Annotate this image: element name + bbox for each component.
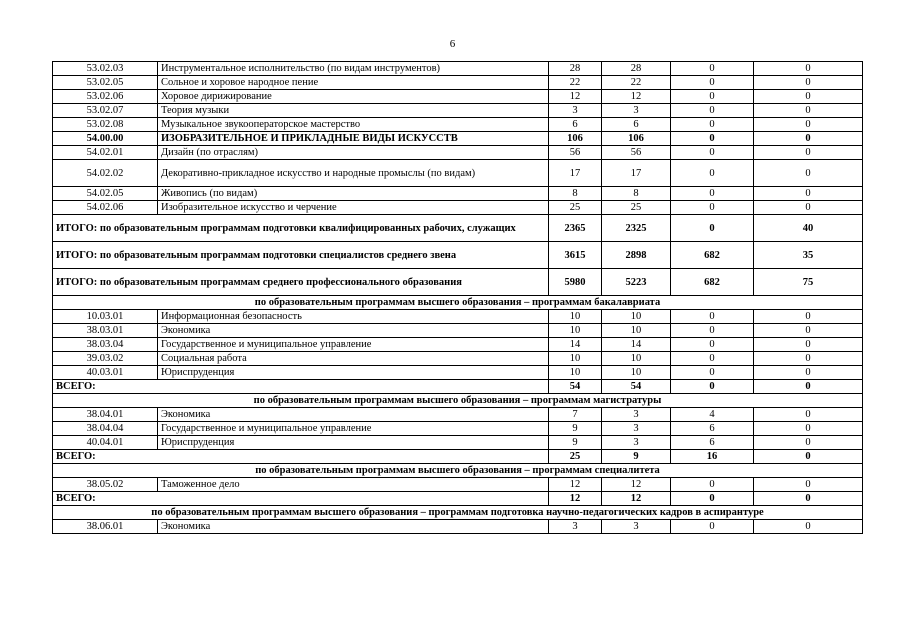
table-row — [53, 146, 863, 160]
program-code: 38.06.01 — [53, 520, 158, 534]
subtotal-row — [53, 492, 863, 506]
program-code: 53.02.06 — [53, 90, 158, 104]
cell-value: 12 — [549, 478, 602, 492]
cell-value: 0 — [671, 62, 754, 76]
table-row — [53, 520, 863, 534]
table-row — [53, 104, 863, 118]
table-row — [53, 422, 863, 436]
cell-value: 0 — [754, 62, 863, 76]
cell-value: 22 — [549, 76, 602, 90]
section-header: по образовательным программам высшего образования – программам подготовка научно-педагогических кадров в аспирантуре — [53, 506, 863, 520]
total-label: ИТОГО: по образовательным программам подготовки специалистов среднего звена — [53, 242, 549, 269]
program-code: 38.04.01 — [53, 408, 158, 422]
cell-value: 0 — [671, 478, 754, 492]
program-code: 39.03.02 — [53, 352, 158, 366]
cell-value: 28 — [602, 62, 671, 76]
cell-value: 6 — [671, 436, 754, 450]
cell-value: 0 — [754, 160, 863, 187]
cell-value: 0 — [671, 310, 754, 324]
cell-value: 0 — [754, 310, 863, 324]
program-code: 10.03.01 — [53, 310, 158, 324]
cell-value: 0 — [754, 324, 863, 338]
program-code: 54.02.05 — [53, 187, 158, 201]
program-code: 38.03.04 — [53, 338, 158, 352]
table-row — [53, 366, 863, 380]
program-name: Теория музыки — [158, 104, 549, 118]
cell-value: 0 — [754, 450, 863, 464]
cell-value: 3 — [602, 436, 671, 450]
table-row — [53, 118, 863, 132]
cell-value: 0 — [671, 338, 754, 352]
cell-value: 25 — [549, 201, 602, 215]
cell-value: 6 — [549, 118, 602, 132]
cell-value: 0 — [671, 380, 754, 394]
cell-value: 0 — [671, 352, 754, 366]
program-name: Таможенное дело — [158, 478, 549, 492]
page-number: 6 — [449, 38, 456, 50]
program-name: Информационная безопасность — [158, 310, 549, 324]
program-name: Хоровое дирижирование — [158, 90, 549, 104]
cell-value: 14 — [549, 338, 602, 352]
cell-value: 0 — [671, 76, 754, 90]
total-label: ИТОГО: по образовательным программам среднего профессионального образования — [53, 269, 549, 296]
table-row — [53, 352, 863, 366]
table-row — [53, 436, 863, 450]
cell-value: 2325 — [602, 215, 671, 242]
cell-value: 0 — [671, 132, 754, 146]
total-row — [53, 215, 863, 242]
cell-value: 0 — [671, 215, 754, 242]
cell-value: 0 — [671, 187, 754, 201]
program-name: Экономика — [158, 324, 549, 338]
cell-value: 5223 — [602, 269, 671, 296]
program-code: 54.02.06 — [53, 201, 158, 215]
cell-value: 0 — [754, 408, 863, 422]
cell-value: 0 — [671, 520, 754, 534]
cell-value: 22 — [602, 76, 671, 90]
table-row — [53, 62, 863, 76]
cell-value: 56 — [549, 146, 602, 160]
program-code: 53.02.08 — [53, 118, 158, 132]
cell-value: 54 — [602, 380, 671, 394]
section-header-row — [53, 394, 863, 408]
cell-value: 10 — [602, 310, 671, 324]
table-row — [53, 201, 863, 215]
cell-value: 10 — [602, 324, 671, 338]
cell-value: 54 — [549, 380, 602, 394]
cell-value: 14 — [602, 338, 671, 352]
cell-value: 3615 — [549, 242, 602, 269]
program-code: 40.03.01 — [53, 366, 158, 380]
cell-value: 17 — [549, 160, 602, 187]
cell-value: 0 — [671, 201, 754, 215]
cell-value: 0 — [754, 366, 863, 380]
program-code: 53.02.05 — [53, 76, 158, 90]
group-row — [53, 132, 863, 146]
table-row — [53, 187, 863, 201]
cell-value: 0 — [754, 187, 863, 201]
cell-value: 3 — [602, 422, 671, 436]
table-row — [53, 90, 863, 104]
cell-value: 0 — [754, 118, 863, 132]
program-name: Изобразительное искусство и черчение — [158, 201, 549, 215]
cell-value: 0 — [754, 520, 863, 534]
cell-value: 12 — [602, 90, 671, 104]
cell-value: 0 — [671, 90, 754, 104]
cell-value: 10 — [602, 366, 671, 380]
table-row — [53, 408, 863, 422]
cell-value: 35 — [754, 242, 863, 269]
total-row — [53, 269, 863, 296]
cell-value: 8 — [602, 187, 671, 201]
cell-value: 682 — [671, 269, 754, 296]
table-row — [53, 324, 863, 338]
cell-value: 7 — [549, 408, 602, 422]
cell-value: 9 — [549, 422, 602, 436]
cell-value: 9 — [602, 450, 671, 464]
cell-value: 17 — [602, 160, 671, 187]
cell-value: 0 — [754, 436, 863, 450]
cell-value: 0 — [671, 160, 754, 187]
cell-value: 0 — [754, 380, 863, 394]
cell-value: 0 — [754, 76, 863, 90]
subtotal-row — [53, 450, 863, 464]
table-row — [53, 310, 863, 324]
program-code: 53.02.07 — [53, 104, 158, 118]
cell-value: 10 — [549, 366, 602, 380]
cell-value: 0 — [754, 492, 863, 506]
program-code: 38.03.01 — [53, 324, 158, 338]
table-row — [53, 76, 863, 90]
cell-value: 0 — [671, 366, 754, 380]
cell-value: 6 — [602, 118, 671, 132]
section-header: по образовательным программам высшего образования – программам магистратуры — [53, 394, 863, 408]
program-name: Инструментальное исполнительство (по видам инструментов) — [158, 62, 549, 76]
cell-value: 6 — [671, 422, 754, 436]
cell-value: 0 — [671, 104, 754, 118]
cell-value: 25 — [549, 450, 602, 464]
cell-value: 3 — [602, 520, 671, 534]
cell-value: 0 — [754, 104, 863, 118]
cell-value: 0 — [754, 422, 863, 436]
cell-value: 0 — [754, 352, 863, 366]
section-header-row — [53, 506, 863, 520]
program-code: 54.00.00 — [53, 132, 158, 146]
cell-value: 16 — [671, 450, 754, 464]
cell-value: 3 — [602, 104, 671, 118]
program-code: 53.02.03 — [53, 62, 158, 76]
cell-value: 5980 — [549, 269, 602, 296]
cell-value: 0 — [754, 478, 863, 492]
program-name: Государственное и муниципальное управление — [158, 422, 549, 436]
cell-value: 3 — [549, 520, 602, 534]
program-name: Экономика — [158, 408, 549, 422]
cell-value: 25 — [602, 201, 671, 215]
cell-value: 3 — [602, 408, 671, 422]
cell-value: 0 — [671, 324, 754, 338]
cell-value: 2365 — [549, 215, 602, 242]
cell-value: 8 — [549, 187, 602, 201]
program-name: Социальная работа — [158, 352, 549, 366]
section-header: по образовательным программам высшего образования – программам специалитета — [53, 464, 863, 478]
cell-value: 12 — [602, 492, 671, 506]
program-name: Экономика — [158, 520, 549, 534]
program-name: Юриспруденция — [158, 436, 549, 450]
cell-value: 0 — [754, 132, 863, 146]
program-name: ИЗОБРАЗИТЕЛЬНОЕ И ПРИКЛАДНЫЕ ВИДЫ ИСКУССТВ — [158, 132, 549, 146]
cell-value: 0 — [671, 492, 754, 506]
cell-value: 0 — [754, 201, 863, 215]
cell-value: 0 — [754, 338, 863, 352]
cell-value: 12 — [549, 492, 602, 506]
cell-value: 10 — [549, 352, 602, 366]
program-code: 54.02.01 — [53, 146, 158, 160]
cell-value: 75 — [754, 269, 863, 296]
cell-value: 4 — [671, 408, 754, 422]
cell-value: 3 — [549, 104, 602, 118]
program-name: Дизайн (по отраслям) — [158, 146, 549, 160]
cell-value: 0 — [754, 90, 863, 104]
total-row — [53, 242, 863, 269]
cell-value: 106 — [602, 132, 671, 146]
cell-value: 12 — [549, 90, 602, 104]
enrollment-table — [52, 61, 863, 534]
program-code: 54.02.02 — [53, 160, 158, 187]
program-code: 38.04.04 — [53, 422, 158, 436]
cell-value: 10 — [549, 324, 602, 338]
cell-value: 0 — [671, 146, 754, 160]
cell-value: 9 — [549, 436, 602, 450]
cell-value: 682 — [671, 242, 754, 269]
program-name: Сольное и хоровое народное пение — [158, 76, 549, 90]
cell-value: 40 — [754, 215, 863, 242]
program-name: Юриспруденция — [158, 366, 549, 380]
table-row — [53, 160, 863, 187]
cell-value: 10 — [549, 310, 602, 324]
program-name: Государственное и муниципальное управление — [158, 338, 549, 352]
cell-value: 106 — [549, 132, 602, 146]
table-row — [53, 478, 863, 492]
cell-value: 0 — [754, 146, 863, 160]
table-row — [53, 338, 863, 352]
section-header-row — [53, 296, 863, 310]
program-code: 38.05.02 — [53, 478, 158, 492]
cell-value: 28 — [549, 62, 602, 76]
program-name: Живопись (по видам) — [158, 187, 549, 201]
program-code: 40.04.01 — [53, 436, 158, 450]
subtotal-row — [53, 380, 863, 394]
total-label: ВСЕГО: — [53, 492, 549, 506]
cell-value: 12 — [602, 478, 671, 492]
cell-value: 2898 — [602, 242, 671, 269]
program-name: Музыкальное звукооператорское мастерство — [158, 118, 549, 132]
cell-value: 10 — [602, 352, 671, 366]
cell-value: 0 — [671, 118, 754, 132]
cell-value: 56 — [602, 146, 671, 160]
total-label: ВСЕГО: — [53, 450, 549, 464]
total-label: ВСЕГО: — [53, 380, 549, 394]
total-label: ИТОГО: по образовательным программам подготовки квалифицированных рабочих, служащих — [53, 215, 549, 242]
section-header-row — [53, 464, 863, 478]
section-header: по образовательным программам высшего образования – программам бакалавриата — [53, 296, 863, 310]
program-name: Декоративно-прикладное искусство и народные промыслы (по видам) — [158, 160, 549, 187]
